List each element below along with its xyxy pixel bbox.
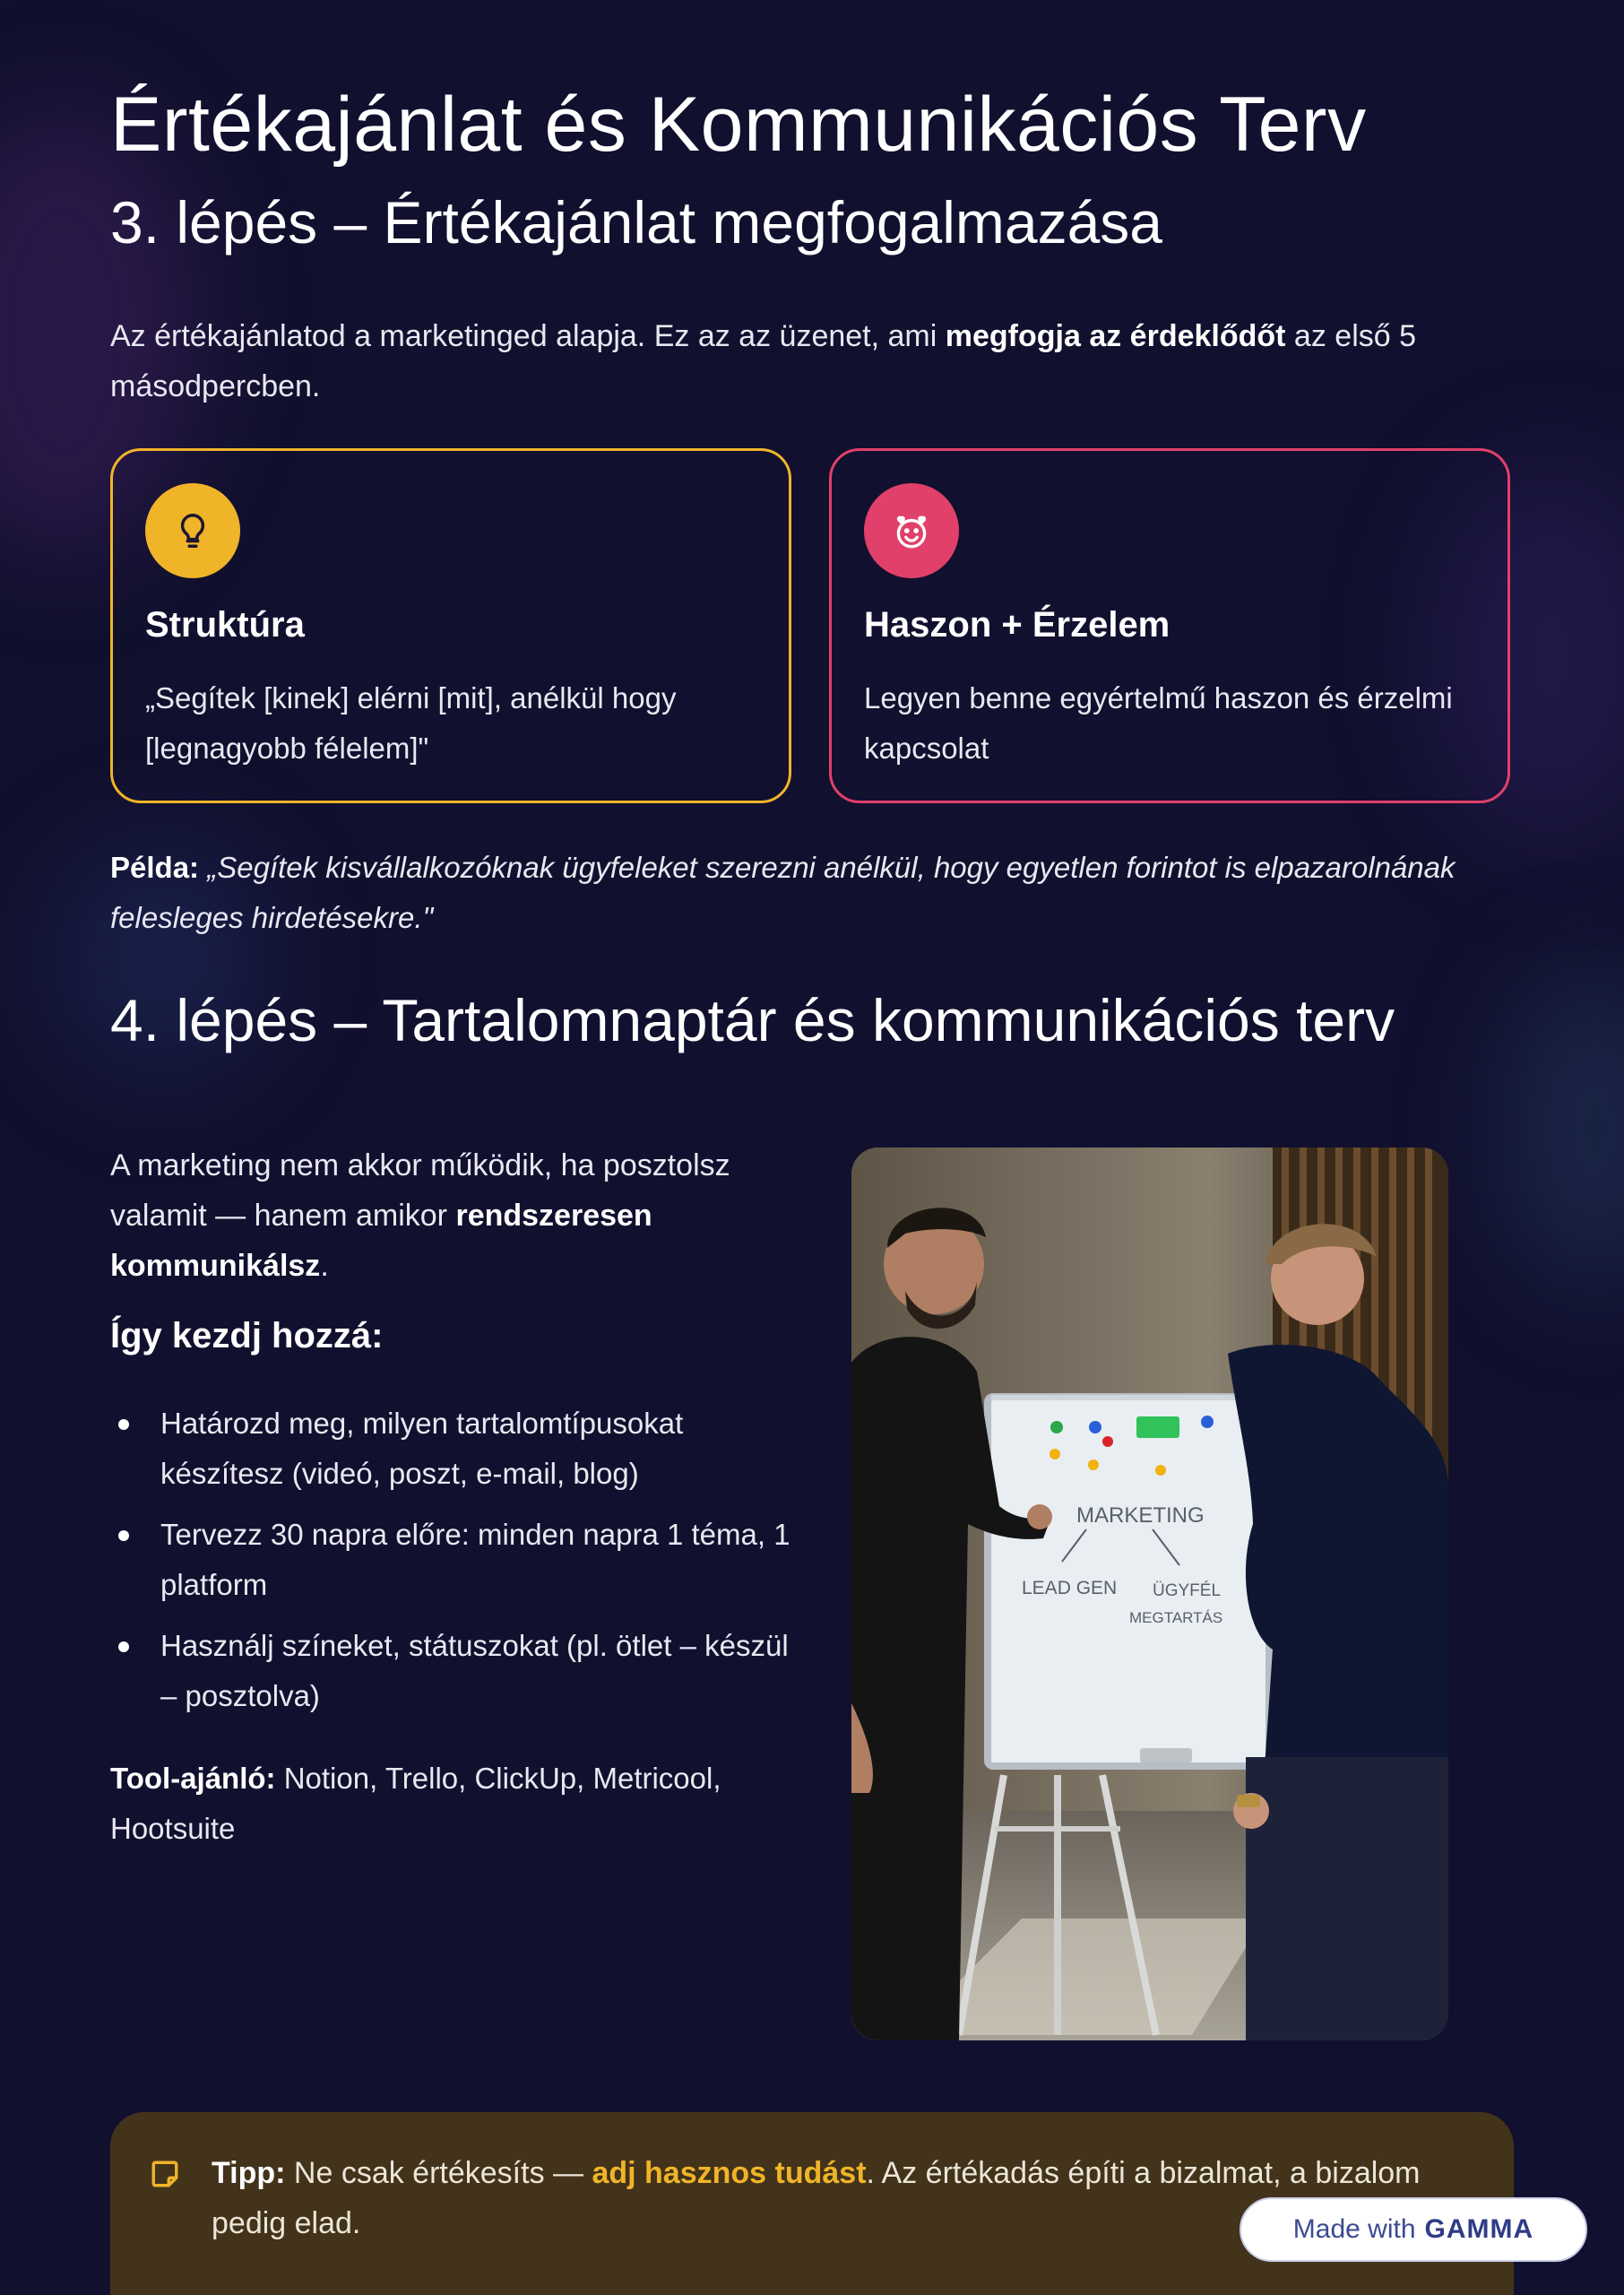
tip-highlight: adj hasznos tudást bbox=[592, 2156, 867, 2190]
step3-intro: Az értékajánlatod a marketinged alapja. Ez az az üzenet, ami megfogja az érdeklődőt az első 5 másodpercben. bbox=[110, 319, 1417, 403]
list-item: Tervezz 30 napra előre: minden napra 1 téma, 1 platform bbox=[110, 1510, 791, 1610]
bullet-list bbox=[110, 1399, 791, 1732]
card-benefit-emotion bbox=[829, 448, 1510, 803]
whiteboard-photo bbox=[851, 1148, 1448, 2040]
background-glow bbox=[1506, 968, 1624, 1291]
tool-list: Notion, Trello, ClickUp, Metricool, Hootsuite bbox=[110, 1762, 721, 1845]
note-icon bbox=[150, 2159, 180, 2194]
list-item: Határozd meg, milyen tartalomtípusokat készítesz (videó, poszt, e-mail, blog) bbox=[110, 1399, 791, 1499]
example-label: Példa: bbox=[110, 851, 200, 884]
page-title: Értékajánlat és Kommunikációs Terv bbox=[110, 82, 1367, 168]
lightbulb-icon bbox=[145, 483, 240, 578]
tool-recommendation bbox=[110, 1754, 791, 1854]
step4-heading: 4. lépés – Tartalomnaptár és kommunikációs terv bbox=[110, 987, 1395, 1053]
tool-label: Tool-ajánló: bbox=[110, 1762, 276, 1795]
whiteboard-left-label: LEAD GEN bbox=[1022, 1578, 1118, 1598]
tip-text: Tipp: Ne csak értékesíts — adj hasznos tudást. Az értékadás építi a bizalmat, a bizalom pedig elad. bbox=[212, 2156, 1421, 2240]
step4-intro: A marketing nem akkor működik, ha posztolsz valamit — hanem amikor rendszeresen kommunikálsz. bbox=[110, 1148, 730, 1283]
whiteboard-right-label: MEGTARTÁS bbox=[1129, 1609, 1223, 1626]
bullet-dot-icon bbox=[118, 1641, 129, 1652]
intro-emphasis: rendszeresen kommunikálsz bbox=[110, 1199, 652, 1283]
how-to-start-heading: Így kezdj hozzá: bbox=[110, 1316, 384, 1355]
card-title: Struktúra bbox=[145, 605, 305, 645]
card-text: Legyen benne egyértelmű haszon és érzelmi kapcsolat bbox=[864, 681, 1453, 765]
smiley-hearts-icon bbox=[864, 483, 959, 578]
bullet-dot-icon bbox=[118, 1530, 129, 1541]
card-structure bbox=[110, 448, 791, 803]
step3-heading: 3. lépés – Értékajánlat megfogalmazása bbox=[110, 189, 1163, 255]
gamma-logo: GAMMA bbox=[1424, 2214, 1534, 2244]
whiteboard bbox=[988, 1395, 1269, 1766]
tip-label: Tipp: bbox=[212, 2156, 286, 2190]
made-with-gamma-badge[interactable] bbox=[1240, 2197, 1587, 2262]
example-text bbox=[110, 843, 1514, 943]
photo-illustration bbox=[851, 1148, 1448, 2040]
card-text: „Segítek [kinek] elérni [mit], anélkül hogy [legnagyobb félelem]" bbox=[145, 681, 677, 765]
bullet-dot-icon bbox=[118, 1419, 129, 1430]
card-title: Haszon + Érzelem bbox=[864, 605, 1170, 645]
intro-emphasis: megfogja az érdeklődőt bbox=[945, 319, 1286, 353]
badge-text: Made with bbox=[1292, 2214, 1416, 2244]
list-item: Használj színeket, státuszokat (pl. ötlet – készül – posztolva) bbox=[110, 1621, 791, 1721]
whiteboard-title: MARKETING bbox=[1076, 1503, 1205, 1528]
whiteboard-right-label: ÜGYFÉL bbox=[1153, 1581, 1222, 1600]
example-quote: „Segítek kisvállalkozóknak ügyfeleket szerezni anélkül, hogy egyetlen forintot is elpazarolnának felesleges hirdetésekre." bbox=[110, 851, 1456, 934]
